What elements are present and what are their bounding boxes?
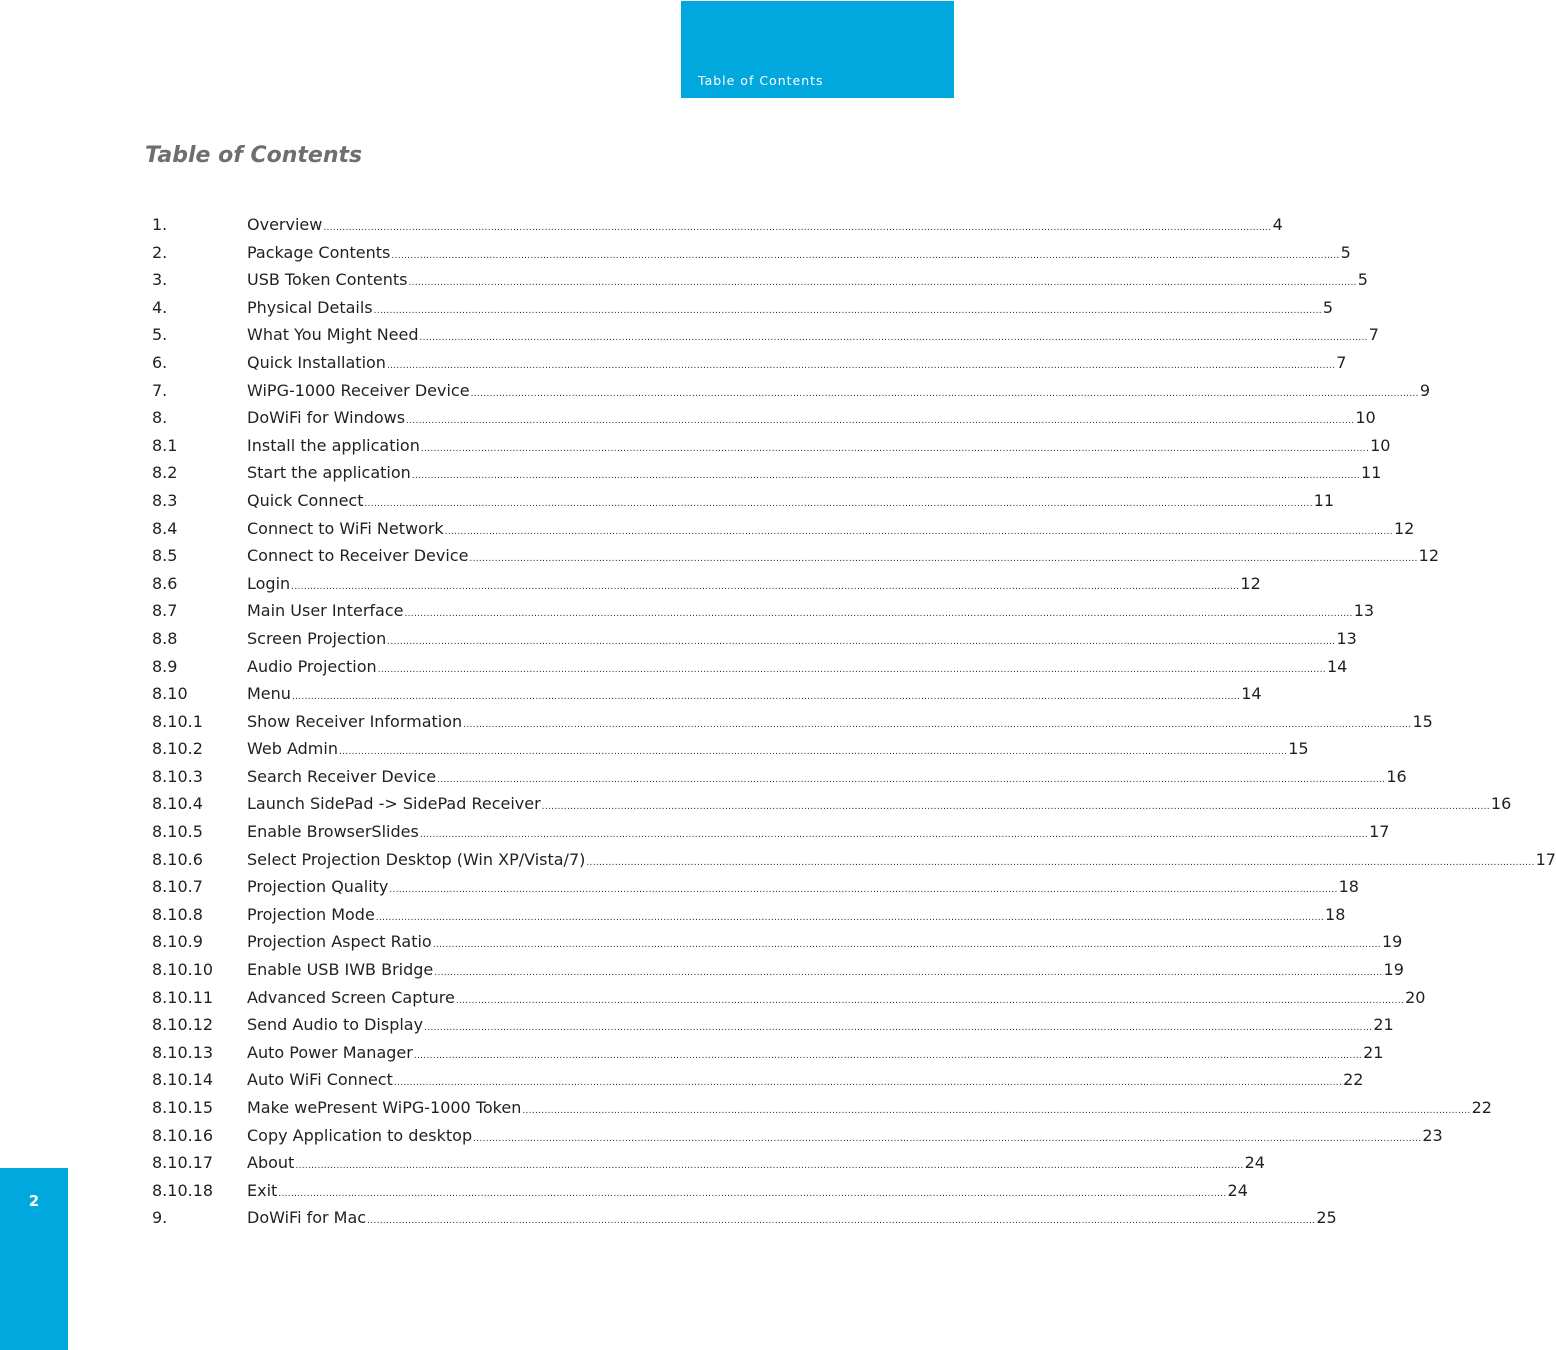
toc-entry-number: 8.10.4 (152, 794, 203, 814)
toc-entry[interactable] (152, 404, 1376, 432)
toc-entry-page: 10 (1370, 435, 1391, 455)
toc-dot-leader: ............................................................................................................................................................................................................................................................................................................ (291, 692, 1241, 703)
toc-entry[interactable] (152, 984, 1426, 1012)
toc-entry-number: 8.3 (152, 490, 178, 510)
toc-entry-number: 8.10.18 (152, 1180, 214, 1200)
toc-entry[interactable] (152, 377, 1430, 405)
toc-dot-leader: ............................................................................................................................................................................................................................................................................................................ (364, 498, 1313, 509)
toc-entry-title: Web Admin (247, 739, 338, 759)
toc-entry[interactable] (152, 321, 1379, 349)
toc-entry-number: 4. (152, 297, 168, 317)
toc-entry-number: 8.7 (152, 601, 178, 621)
toc-entry-number: 8.4 (152, 518, 178, 538)
toc-entry[interactable] (152, 653, 1348, 681)
toc-dot-leader: ............................................................................................................................................................................................................................................................................................................ (338, 747, 1288, 758)
toc-entry[interactable] (152, 239, 1351, 267)
toc-entry-title: WiPG-1000 Receiver Device (247, 380, 470, 400)
toc-entry-title: Copy Application to desktop (247, 1125, 473, 1145)
toc-entry-title: Exit (247, 1180, 278, 1200)
toc-entry-page: 10 (1355, 408, 1376, 428)
toc-entry-page: 12 (1393, 518, 1415, 538)
toc-entry-page: 15 (1288, 739, 1309, 759)
toc-entry-title: Menu (247, 684, 291, 704)
toc-dot-leader: ............................................................................................................................................................................................................................................................................................................ (473, 1133, 1422, 1144)
toc-entry-number: 8.10.1 (152, 711, 203, 731)
toc-entry-title: Audio Projection (247, 656, 377, 676)
toc-entry-page: 9 (1419, 380, 1430, 400)
toc-entry[interactable] (152, 349, 1347, 377)
toc-entry-page: 22 (1471, 1098, 1492, 1117)
toc-entry-number: 8.10.13 (152, 1042, 214, 1062)
toc-entry[interactable] (152, 266, 1368, 294)
toc-dot-leader: ............................................................................................................................................................................................................................................................................................................ (377, 664, 1326, 675)
toc-entry[interactable] (152, 763, 1407, 791)
toc-dot-leader: ............................................................................................................................................................................................................................................................................................................ (419, 333, 1368, 344)
toc-entry-page: 13 (1353, 601, 1375, 621)
header-section-label: Table of Contents (698, 73, 824, 88)
toc-entry-title: Physical Details (247, 297, 373, 317)
toc-entry-page: 4 (1272, 215, 1283, 234)
toc-dot-leader: ............................................................................................................................................................................................................................................................................................................ (386, 360, 1336, 371)
toc-entry-number: 8.5 (152, 546, 178, 566)
toc-dot-leader: ............................................................................................................................................................................................................................................................................................................ (541, 802, 1490, 813)
toc-entry-title: Make wePresent WiPG-1000 Token (247, 1098, 522, 1117)
toc-entry-title: Search Receiver Device (247, 766, 437, 786)
toc-entry-page: 11 (1313, 490, 1335, 510)
toc-dot-leader: ............................................................................................................................................................................................................................................................................................................ (586, 857, 1535, 868)
toc-entry-title: Quick Installation (247, 352, 386, 372)
toc-entry-number: 8.10.2 (152, 739, 203, 759)
toc-entry-page: 20 (1405, 987, 1426, 1007)
toc-entry[interactable] (152, 597, 1375, 625)
toc-entry-page: 14 (1241, 684, 1262, 704)
toc-entry-page: 12 (1418, 546, 1440, 566)
toc-entry-number: 8.8 (152, 628, 178, 648)
toc-dot-leader: ............................................................................................................................................................................................................................................................................................................ (408, 278, 1357, 289)
toc-dot-leader: ............................................................................................................................................................................................................................................................................................................ (437, 774, 1386, 785)
toc-entry-page: 7 (1336, 352, 1347, 372)
toc-entry-page: 18 (1325, 904, 1346, 924)
toc-entry-number: 8.10.7 (152, 877, 203, 897)
toc-entry-page: 22 (1343, 1070, 1364, 1090)
toc-entry-number: 8.10.11 (152, 987, 214, 1007)
toc-entry-number: 8.10.3 (152, 766, 203, 786)
toc-entry-number: 8.2 (152, 463, 178, 483)
toc-entry-page: 23 (1422, 1125, 1443, 1145)
toc-entry[interactable] (152, 515, 1415, 543)
toc-dot-leader: ............................................................................................................................................................................................................................................................................................................ (393, 1078, 1343, 1089)
toc-entry[interactable] (152, 846, 1556, 874)
toc-entry-page: 16 (1386, 766, 1407, 786)
toc-dot-leader: ............................................................................................................................................................................................................................................................................................................ (389, 885, 1338, 896)
toc-entry-number: 8.6 (152, 573, 178, 593)
toc-entry-title: Connect to Receiver Device (247, 546, 469, 566)
toc-entry-page: 24 (1244, 1153, 1265, 1173)
toc-entry-title: Enable BrowserSlides (247, 822, 419, 842)
toc-entry-page: 5 (1357, 270, 1368, 290)
toc-entry-page: 21 (1373, 1015, 1394, 1035)
toc-entry-number: 8. (152, 408, 168, 428)
toc-entry-number: 8.10.14 (152, 1070, 214, 1090)
toc-entry-number: 2. (152, 242, 168, 262)
toc-entry-page: 19 (1383, 960, 1404, 980)
toc-entry-page: 21 (1363, 1042, 1384, 1062)
toc-entry-page: 25 (1316, 1208, 1337, 1228)
toc-dot-leader: ............................................................................................................................................................................................................................................................................................................ (411, 471, 1361, 482)
toc-entry-title: Advanced Screen Capture (247, 987, 455, 1007)
toc-entry[interactable] (152, 956, 1404, 984)
toc-entry[interactable] (152, 542, 1440, 570)
toc-entry[interactable] (152, 1204, 1337, 1232)
toc-entry-title: Screen Projection (247, 628, 387, 648)
toc-entry-number: 8.10.5 (152, 822, 203, 842)
toc-entry-number: 8.10.12 (152, 1015, 214, 1035)
toc-dot-leader: ............................................................................................................................................................................................................................................................................................................ (419, 830, 1369, 841)
toc-dot-leader: ............................................................................................................................................................................................................................................................................................................ (295, 1161, 1244, 1172)
toc-dot-leader: ............................................................................................................................................................................................................................................................................................................ (323, 223, 1272, 233)
page-number: 2 (28, 1192, 40, 1210)
toc-entry-number: 8.10.9 (152, 932, 203, 952)
page-title: Table of Contents (145, 143, 363, 168)
toc-dot-leader: ............................................................................................................................................................................................................................................................................................................ (373, 305, 1322, 316)
toc-entry-number: 8.10.10 (152, 960, 214, 980)
toc-entry-number: 7. (152, 380, 168, 400)
toc-entry[interactable] (152, 1066, 1364, 1094)
toc-entry[interactable] (152, 459, 1382, 487)
toc-entry-title: Overview (247, 215, 323, 234)
toc-entry[interactable] (152, 818, 1390, 846)
toc-entry[interactable] (152, 487, 1335, 515)
toc-dot-leader: ............................................................................................................................................................................................................................................................................................................ (420, 443, 1370, 454)
toc-entry[interactable] (152, 901, 1346, 929)
toc-entry[interactable] (152, 708, 1433, 736)
toc-entry-title: Connect to WiFi Network (247, 518, 444, 538)
page-number-tab (0, 1168, 68, 1350)
toc-entry-number: 8.9 (152, 656, 178, 676)
toc-entry[interactable] (152, 1039, 1384, 1067)
toc-entry-title: Main User Interface (247, 601, 404, 621)
toc-entry-page: 18 (1338, 877, 1359, 897)
toc-entry-title: Install the application (247, 435, 420, 455)
toc-dot-leader: ............................................................................................................................................................................................................................................................................................................ (367, 1216, 1316, 1227)
toc-entry-number: 9. (152, 1208, 168, 1228)
toc-entry-title: USB Token Contents (247, 270, 408, 290)
toc-entry[interactable] (152, 735, 1309, 763)
toc-entry-number: 8.10.8 (152, 904, 203, 924)
toc-entry[interactable] (152, 211, 1283, 239)
toc-entry[interactable] (152, 790, 1512, 818)
toc-dot-leader: ............................................................................................................................................................................................................................................................................................................ (413, 1050, 1363, 1061)
toc-entry-page: 24 (1227, 1180, 1248, 1200)
toc-dot-leader: ............................................................................................................................................................................................................................................................................................................ (424, 1023, 1373, 1034)
toc-entry-title: Launch SidePad -> SidePad Receiver (247, 794, 541, 814)
toc-dot-leader: ............................................................................................................................................................................................................................................................................................................ (463, 719, 1412, 730)
table-of-contents (152, 211, 1556, 1232)
toc-entry-page: 17 (1535, 849, 1556, 869)
toc-dot-leader: ............................................................................................................................................................................................................................................................................................................ (432, 940, 1381, 951)
toc-entry-title: Auto WiFi Connect (247, 1070, 393, 1090)
toc-entry-number: 8.10.6 (152, 849, 203, 869)
toc-dot-leader: ............................................................................................................................................................................................................................................................................................................ (470, 388, 1419, 399)
toc-entry-page: 5 (1340, 242, 1351, 262)
toc-entry-page: 15 (1412, 711, 1433, 731)
toc-entry-page: 5 (1322, 297, 1334, 317)
toc-entry-title: DoWiFi for Windows (247, 408, 406, 428)
toc-entry[interactable] (152, 432, 1391, 460)
toc-entry-number: 5. (152, 325, 168, 345)
toc-entry[interactable] (152, 1122, 1443, 1150)
toc-entry-number: 8.10 (152, 684, 188, 704)
toc-dot-leader: ............................................................................................................................................................................................................................................................................................................ (406, 416, 1355, 427)
toc-entry[interactable] (152, 1177, 1248, 1205)
toc-entry-title: What You Might Need (247, 325, 419, 345)
toc-dot-leader: ............................................................................................................................................................................................................................................................................................................ (391, 250, 1340, 261)
toc-dot-leader: ............................................................................................................................................................................................................................................................................................................ (404, 609, 1353, 620)
toc-entry-number: 8.10.15 (152, 1098, 214, 1117)
toc-entry-title: Quick Connect (247, 490, 364, 510)
toc-entry[interactable] (152, 928, 1403, 956)
toc-entry[interactable] (152, 294, 1334, 322)
toc-dot-leader: ............................................................................................................................................................................................................................................................................................................ (278, 1188, 1227, 1199)
toc-entry-title: Projection Quality (247, 877, 389, 897)
toc-entry-title: Login (247, 573, 291, 593)
toc-entry[interactable] (152, 570, 1261, 598)
toc-entry-number: 3. (152, 270, 168, 290)
toc-entry[interactable] (152, 1011, 1394, 1039)
toc-dot-leader: ............................................................................................................................................................................................................................................................................................................ (444, 526, 1393, 537)
toc-dot-leader: ............................................................................................................................................................................................................................................................................................................ (387, 636, 1336, 647)
toc-dot-leader: ............................................................................................................................................................................................................................................................................................................ (375, 912, 1325, 923)
toc-entry-title: Select Projection Desktop (Win XP/Vista/7) (247, 849, 586, 869)
toc-entry-title: Send Audio to Display (247, 1015, 424, 1035)
toc-entry-title: Package Contents (247, 242, 391, 262)
toc-dot-leader: ............................................................................................................................................................................................................................................................................................................ (291, 581, 1240, 592)
toc-entry[interactable] (152, 873, 1359, 901)
toc-entry-number: 1. (152, 215, 168, 234)
toc-entry-number: 8.10.16 (152, 1125, 214, 1145)
toc-entry-page: 11 (1361, 463, 1382, 483)
toc-entry-page: 7 (1368, 325, 1379, 345)
toc-entry-title: About (247, 1153, 295, 1173)
toc-entry-title: DoWiFi for Mac (247, 1208, 367, 1228)
toc-entry-title: Start the application (247, 463, 411, 483)
toc-dot-leader: ............................................................................................................................................................................................................................................................................................................ (469, 554, 1418, 565)
toc-dot-leader: ............................................................................................................................................................................................................................................................................................................ (522, 1106, 1471, 1116)
toc-entry-page: 17 (1369, 822, 1390, 842)
toc-entry-title: Projection Mode (247, 904, 375, 924)
toc-entry-page: 16 (1490, 794, 1512, 814)
toc-entry-page: 14 (1326, 656, 1348, 676)
toc-entry-title: Projection Aspect Ratio (247, 932, 432, 952)
toc-entry-title: Show Receiver Information (247, 711, 463, 731)
toc-entry-page: 12 (1240, 573, 1261, 593)
toc-entry-number: 6. (152, 352, 168, 372)
toc-entry-number: 8.10.17 (152, 1153, 214, 1173)
toc-entry-page: 13 (1336, 628, 1357, 648)
toc-entry[interactable] (152, 680, 1262, 708)
toc-entry-title: Enable USB IWB Bridge (247, 960, 434, 980)
toc-entry[interactable] (152, 1094, 1492, 1122)
toc-entry[interactable] (152, 625, 1357, 653)
toc-entry-number: 8.1 (152, 435, 178, 455)
toc-entry-page: 19 (1381, 932, 1403, 952)
toc-entry[interactable] (152, 1149, 1265, 1177)
toc-dot-leader: ............................................................................................................................................................................................................................................................................................................ (434, 968, 1383, 979)
toc-dot-leader: ............................................................................................................................................................................................................................................................................................................ (455, 995, 1405, 1006)
header-tab (681, 1, 954, 98)
toc-entry-title: Auto Power Manager (247, 1042, 413, 1062)
